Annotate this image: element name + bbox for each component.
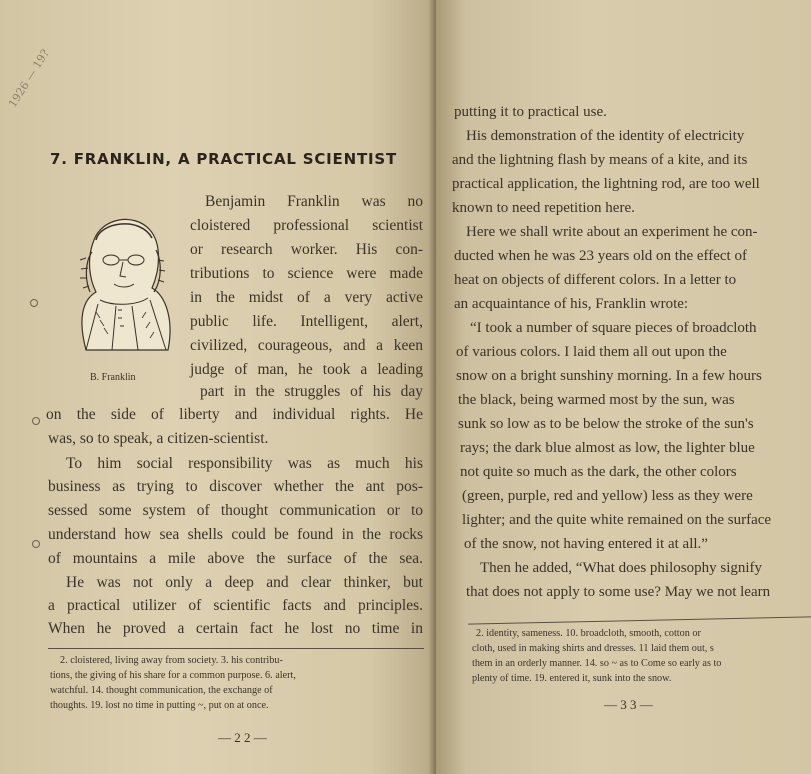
body-line: not quite so much as the dark, the other colors [460,464,737,480]
body-line: judge of man, he took a leading [190,361,423,378]
body-line: His demonstration of the identity of electricity [466,128,745,144]
body-line: and the lightning flash by means of a kite, and its [452,152,748,168]
chapter-title: 7. FRANKLIN, A PRACTICAL SCIENTIST [50,150,397,168]
page-number: — 3 3 — [604,697,653,712]
body-line: an acquaintance of his, Franklin wrote: [454,296,689,312]
body-line: tributions to science were made [190,265,423,282]
footnote-line: them in an orderly manner. 14. so ~ as to Come so early as to [472,658,722,669]
margin-circle-mark [30,299,38,307]
portrait-caption: B. Franklin [90,372,136,383]
body-line: (green, purple, red and yellow) less as they were [462,488,753,504]
body-line: was, so to speak, a citizen-scientist. [48,430,269,447]
body-line: business as trying to discover whether the ant pos- [48,478,423,495]
body-line: public life. Intelligent, alert, [190,313,423,330]
body-line: cloistered professional scientist [190,217,423,234]
footnote-line: 2. cloistered, living away from society. 3. his contribu- [60,655,283,666]
body-line: part in the struggles of his day [200,383,423,400]
body-line: “I took a number of square pieces of broadcloth [470,320,757,336]
body-line: Then he added, “What does philosophy signify [480,560,763,576]
footnote-line: thoughts. 19. lost no time in putting ~, put on at once. [50,700,269,711]
body-line: that does not apply to some use? May we not learn [466,584,771,600]
body-line: understand how sea shells could be found in the rocks [48,526,423,543]
footnote-line: tions, the giving of his share for a common purpose. 6. alert, [50,670,296,681]
margin-circle-mark [32,540,40,548]
body-line: in the midst of a very active [190,289,423,306]
page-number: — 2 2 — [218,730,267,745]
body-line: putting it to practical use. [454,104,607,120]
body-line: ducted when he was 23 years old on the effect of [454,248,747,264]
footnote-line: plenty of time. 19. entered it, sunk into the snow. [472,673,672,684]
handwritten-margin-note: 1926 — 19? [5,47,52,110]
body-line: lighter; and the quite white remained on the surface [462,512,772,528]
footnote-line: cloth, used in making shirts and dresses. 11 laid them out, s [472,643,714,654]
body-line: rays; the dark blue almost as low, the lighter blue [460,440,755,456]
body-line: of various colors. I laid them all out upon the [456,344,727,360]
body-line: To him social responsibility was as much his [66,455,423,472]
body-line: civilized, courageous, and a keen [190,337,423,354]
body-line: of the snow, not having entered it at all.” [464,536,708,552]
footnote-divider [468,616,811,624]
body-line: or research worker. His con- [190,241,423,258]
body-line: known to need repetition here. [452,200,635,216]
footnote-divider [48,648,424,649]
body-line: a practical utilizer of scientific facts and principles. [48,597,423,614]
body-line: He was not only a deep and clear thinker, but [66,574,423,591]
footnote-line: 2. identity, sameness. 10. broadcloth, smooth, cotton or [476,628,701,639]
margin-circle-mark [32,417,40,425]
body-line: practical application, the lightning rod, are too well [452,176,760,192]
body-line: heat on objects of different colors. In a letter to [454,272,737,288]
body-line: the black, being warmed most by the sun, was [458,392,735,408]
body-line: sunk so low as to be below the stroke of the sun's [458,416,754,432]
body-line: When he proved a certain fact he lost no time in [48,620,423,637]
franklin-portrait-illustration [56,200,184,360]
body-line: snow on a bright sunshiny morning. In a few hours [456,368,762,384]
body-line: on the side of liberty and individual rights. He [46,406,423,423]
right-page [436,0,811,774]
body-line: sessed some system of thought communication or to [48,502,423,519]
body-line: of mountains a mile above the surface of the sea. [48,550,423,567]
body-line: Benjamin Franklin was no [205,193,423,210]
body-line: Here we shall write about an experiment he con- [466,224,758,240]
footnote-line: watchful. 14. thought communication, the exchange of [50,685,273,696]
